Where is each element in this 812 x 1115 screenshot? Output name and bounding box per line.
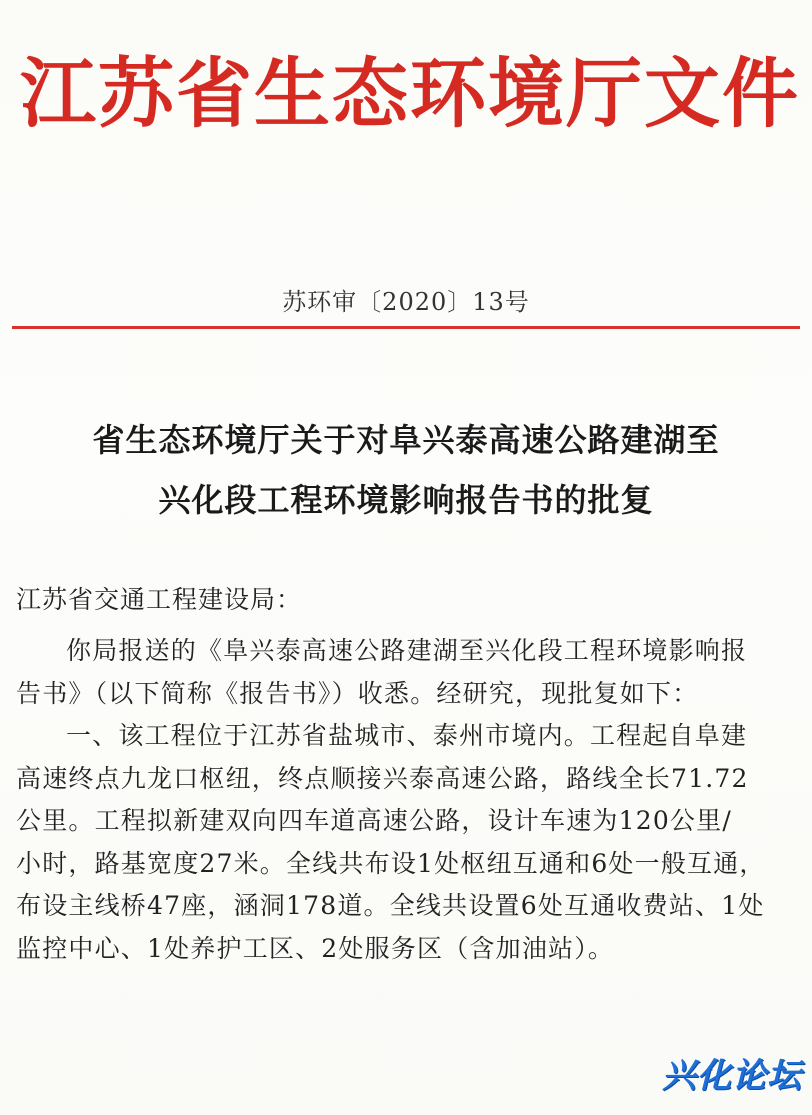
body-line: 高速终点九龙口枢纽，终点顺接兴泰高速公路，路线全长71.72	[16, 763, 749, 793]
document-header-title: 江苏省生态环境厅文件	[20, 49, 800, 138]
subject-line-1: 省生态环境厅关于对阜兴泰高速公路建湖至	[92, 421, 720, 459]
document-body	[16, 630, 798, 970]
body-line: 监控中心、1处养护工区、2处服务区（含加油站）。	[16, 933, 615, 963]
body-line: 一、该工程位于江苏省盐城市、泰州市境内。工程起自阜建	[66, 721, 748, 750]
forum-watermark: 兴化论坛	[662, 1056, 802, 1096]
body-line: 小时，路基宽度27米。全线共布设1处枢纽互通和6处一般互通，	[16, 848, 766, 878]
body-line: 公里。工程拟新建双向四车道高速公路，设计车速为120公里/	[16, 806, 732, 835]
subject-line-2: 兴化段工程环境影响报告书的批复	[158, 481, 654, 519]
body-line: 布设主线桥47座，涵洞178道。全线共设置6处互通收费站、1处	[16, 891, 765, 920]
addressee: 江苏省交通工程建设局：	[16, 585, 303, 614]
document-subject	[20, 410, 792, 530]
red-divider-rule	[12, 326, 800, 329]
document-number: 苏环审〔2020〕13号	[282, 288, 530, 316]
body-line: 你局报送的《阜兴泰高速公路建湖至兴化段工程环境影响报	[66, 636, 748, 665]
body-line: 告书》（以下简称《报告书》）收悉。经研究，现批复如下：	[16, 678, 699, 708]
